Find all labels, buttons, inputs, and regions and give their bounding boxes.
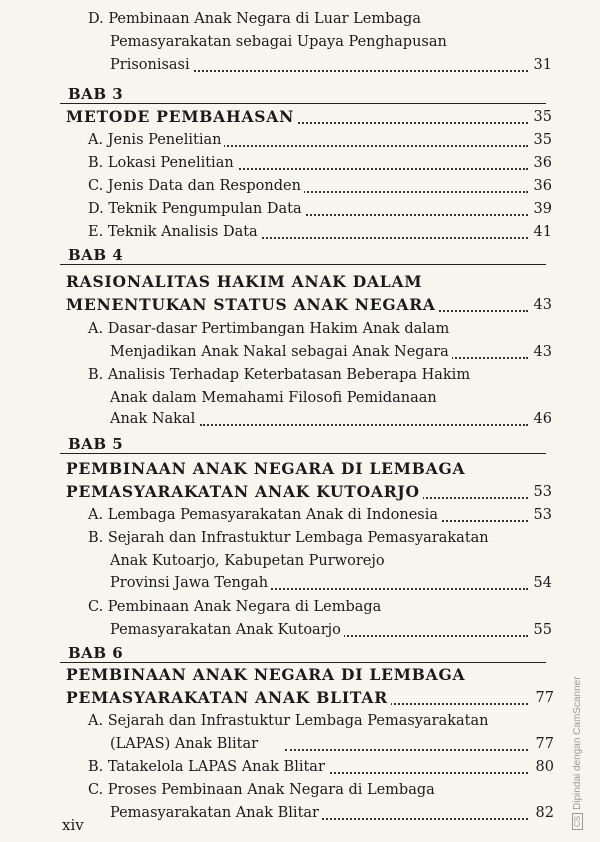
bab3-heading-row: METODE PEMBAHASAN 35 (66, 107, 552, 126)
toc-entry-bab4-b-line2: Anak dalam Memahami Filosofi Pemidanaan (0, 387, 600, 409)
bab6-title-line1: PEMBINAAN ANAK NEGARA DI LEMBAGA (66, 665, 466, 684)
toc-entry-bab3-a: A. Jenis Penelitian 35 (0, 129, 600, 151)
bab4-title-line2: MENENTUKAN STATUS ANAK NEGARA 43 (66, 295, 552, 314)
toc-entry-bab6-c-line1: C. Proses Pembinaan Anak Negara di Lembaga (0, 779, 600, 801)
bab6-title-line2: PEMASYARAKATAN ANAK BLITAR 77 (66, 688, 554, 707)
bab5-title-line2: PEMASYARAKATAN ANAK KUTOARJO 53 (66, 482, 552, 501)
scanner-watermark: CSDipindai dengan CamScanner (572, 610, 583, 830)
toc-entry-d-line3: Prisonisasi 31 (0, 54, 600, 76)
toc-entry-bab5-c-line2: Pemasyarakatan Anak Kutoarjo 55 (0, 619, 600, 641)
toc-entry-bab6-a-line1: A. Sejarah dan Infrastuktur Lembaga Pemasyarakatan (0, 710, 600, 732)
bab6-divider (60, 662, 546, 663)
toc-entry-d-line2: Pemasyarakatan sebagai Upaya Penghapusan (0, 31, 600, 53)
bab5-label: BAB 5 (68, 435, 124, 453)
toc-entry-bab3-e: E. Teknik Analisis Data 41 (0, 221, 600, 243)
toc-entry-bab4-a-line1: A. Dasar-dasar Pertimbangan Hakim Anak dalam (0, 318, 600, 340)
bab3-divider (60, 103, 546, 104)
toc-entry-bab4-b-line1: B. Analisis Terhadap Keterbatasan Beberapa Hakim (0, 364, 600, 386)
toc-entry-bab5-b-line3: Provinsi Jawa Tengah 54 (0, 572, 600, 594)
toc-entry-bab6-a-line2: (LAPAS) Anak Blitar 77 (0, 733, 600, 755)
bab3-label: BAB 3 (68, 85, 124, 103)
bab4-title-line1: RASIONALITAS HAKIM ANAK DALAM (66, 272, 423, 291)
toc-entry-bab6-c-line2: Pemasyarakatan Anak Blitar 82 (0, 802, 600, 824)
camscanner-badge-icon: CS (572, 813, 583, 830)
bab5-divider (60, 453, 546, 454)
bab5-title-line1: PEMBINAAN ANAK NEGARA DI LEMBAGA (66, 459, 466, 478)
toc-entry-bab5-b-line1: B. Sejarah dan Infrastuktur Lembaga Pemasyarakatan (0, 527, 600, 549)
toc-entry-bab5-b-line2: Anak Kutoarjo, Kabupetan Purworejo (0, 550, 600, 572)
toc-entry-bab3-b: B. Lokasi Penelitian 36 (0, 152, 600, 174)
toc-entry-bab6-b: B. Tatakelola LAPAS Anak Blitar 80 (0, 756, 600, 778)
bab4-divider (60, 264, 546, 265)
bab4-label: BAB 4 (68, 246, 124, 264)
page-number: xiv (62, 816, 84, 834)
toc-entry-bab5-a: A. Lembaga Pemasyarakatan Anak di Indonesia 53 (0, 504, 600, 526)
toc-entry-bab3-d: D. Teknik Pengumpulan Data 39 (0, 198, 600, 220)
toc-entry-bab3-c: C. Jenis Data dan Responden 36 (0, 175, 600, 197)
toc-entry-bab4-b-line3: Anak Nakal 46 (0, 408, 600, 430)
toc-entry-d-line1: D. Pembinaan Anak Negara di Luar Lembaga (0, 8, 600, 30)
bab6-label: BAB 6 (68, 644, 124, 662)
toc-entry-bab5-c-line1: C. Pembinaan Anak Negara di Lembaga (0, 596, 600, 618)
toc-entry-bab4-a-line2: Menjadikan Anak Nakal sebagai Anak Negara 43 (0, 341, 600, 363)
